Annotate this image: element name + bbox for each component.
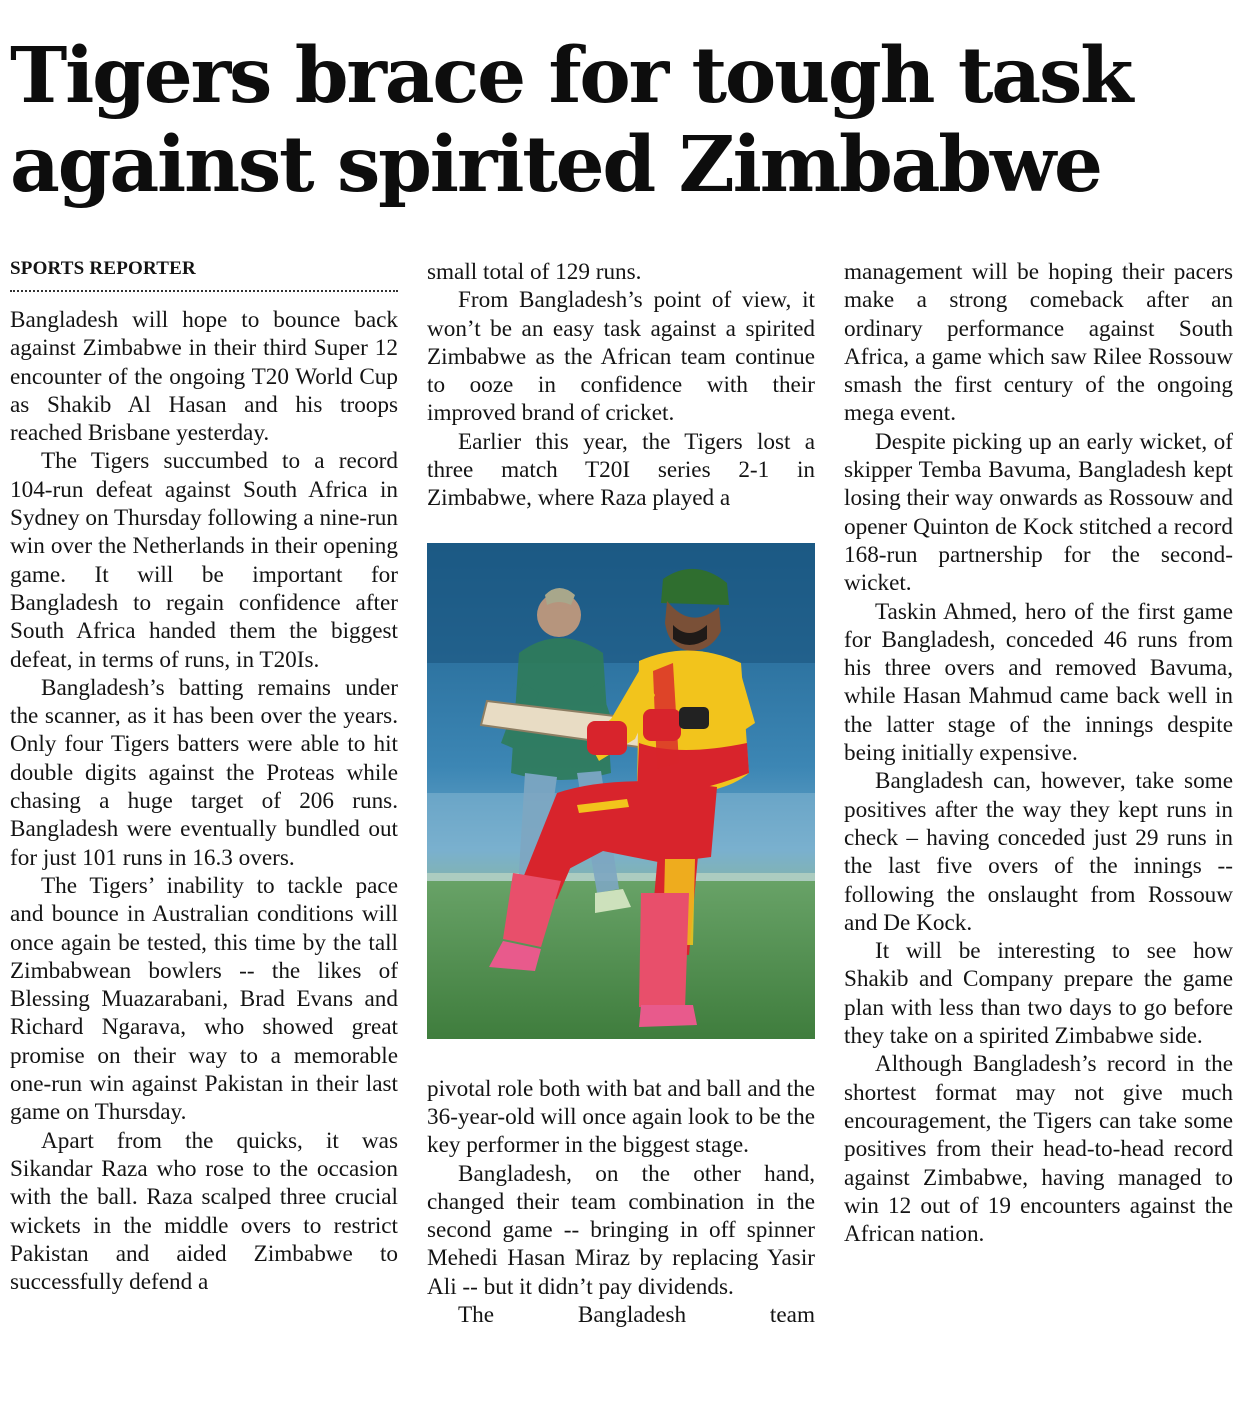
paragraph: pivotal role both with bat and ball and the 36-year-old will once again look to be the key performer in the biggest stage. — [427, 1075, 815, 1159]
byline-divider — [10, 286, 398, 292]
paragraph: Taskin Ahmed, hero of the first game for Bangladesh, conceded 46 runs from his three overs and removed Bavuma, while Hasan Mahmud came back well in the latter stage of the innings despite being initially expensive. — [844, 598, 1233, 767]
byline: SPORTS REPORTER — [10, 258, 196, 279]
paragraph: Earlier this year, the Tigers lost a three match T20I series 2-1 in Zimbabwe, where Raza played a — [427, 428, 815, 512]
paragraph: Bangladesh, on the other hand, changed their team combination in the second game -- bringing in off spinner Mehedi Hasan Miraz by replacing Yasir Ali -- but it didn’t pay dividends. — [427, 1160, 815, 1300]
paragraph: The Tigers’ inability to tackle pace and bounce in Australian conditions will once again be tested, this time by the tall Zimbabwean bowlers -- the likes of Blessing Muazarabani, Brad Evans and Richard Ngarava, who showed great promise on their way to a memorable one-run win against Pakistan in their last game on Thursday. — [10, 872, 398, 1126]
paragraph: Bangladesh can, however, take some positives after the way they kept runs in check – having conceded just 29 runs in the last five overs of the innings -- following the onslaught from Rossouw and De Kock. — [844, 768, 1233, 936]
paragraph: Although Bangladesh’s record in the shortest format may not give much encouragement, the Tigers can take some positives from their head-to-head record against Zimbabwe, having managed to win 12 out of 19 encounters against the African nation. — [844, 1051, 1233, 1248]
paragraph: Despite picking up an early wicket, of skipper Temba Bavuma, Bangladesh kept losing their way onwards as Rossouw and opener Quinton de Kock stitched a record 168-run partnership for the second-wicket. — [844, 428, 1233, 597]
paragraph: The Bangladesh team — [458, 1302, 815, 1329]
paragraph: It will be interesting to see how Shakib and Company prepare the game plan with less than two days to go before they take on a spirited Zimbabwe side. — [844, 938, 1233, 1050]
paragraph: management will be hoping their pacers make a strong comeback after an ordinary performance against South Africa, a game which saw Rilee Rossouw smash the first century of the ongoing mega event. — [844, 259, 1233, 427]
article-column-1 — [10, 258, 398, 1402]
paragraph: From Bangladesh’s point of view, it won’t be an easy task against a spirited Zimbabwe as the African team continue to ooze in confidence with their improved brand of cricket. — [427, 287, 815, 427]
cricket-celebration-photo — [427, 543, 815, 1039]
paragraph: Bangladesh will hope to bounce back against Zimbabwe in their third Super 12 encounter of the ongoing T20 World Cup as Shakib Al Hasan and his troops reached Brisbane yesterday. — [10, 307, 398, 447]
paragraph: The Tigers succumbed to a record 104-run defeat against South Africa in Sydney on Thursday following a nine-run win over the Netherlands in their opening game. It will be important for Bangladesh to regain confidence after South Africa handed them the biggest defeat, in terms of runs, in T20Is. — [10, 448, 398, 673]
paragraph: Bangladesh’s batting remains under the scanner, as it has been over the years. Only four Tigers batters were able to hit double digits against the Proteas while chasing a huge target of 206 runs. Bangladesh were eventually bundled out for just 101 runs in 16.3 overs. — [10, 674, 398, 871]
paragraph: small total of 129 runs. — [427, 259, 642, 285]
headline-line-1: Tigers brace for tough task — [10, 31, 1132, 121]
headline-line-2: against spirited Zimbabwe — [10, 120, 1101, 210]
article-column-3 — [844, 258, 1233, 1402]
headline — [10, 32, 1235, 210]
paragraph: Apart from the quicks, it was Sikandar Raza who rose to the occasion with the ball. Raza scalped three crucial wickets in the middle overs to restrict Pakistan and aided Zimbabwe to successfully defend a — [10, 1127, 398, 1296]
article-column-2 — [427, 258, 815, 1402]
